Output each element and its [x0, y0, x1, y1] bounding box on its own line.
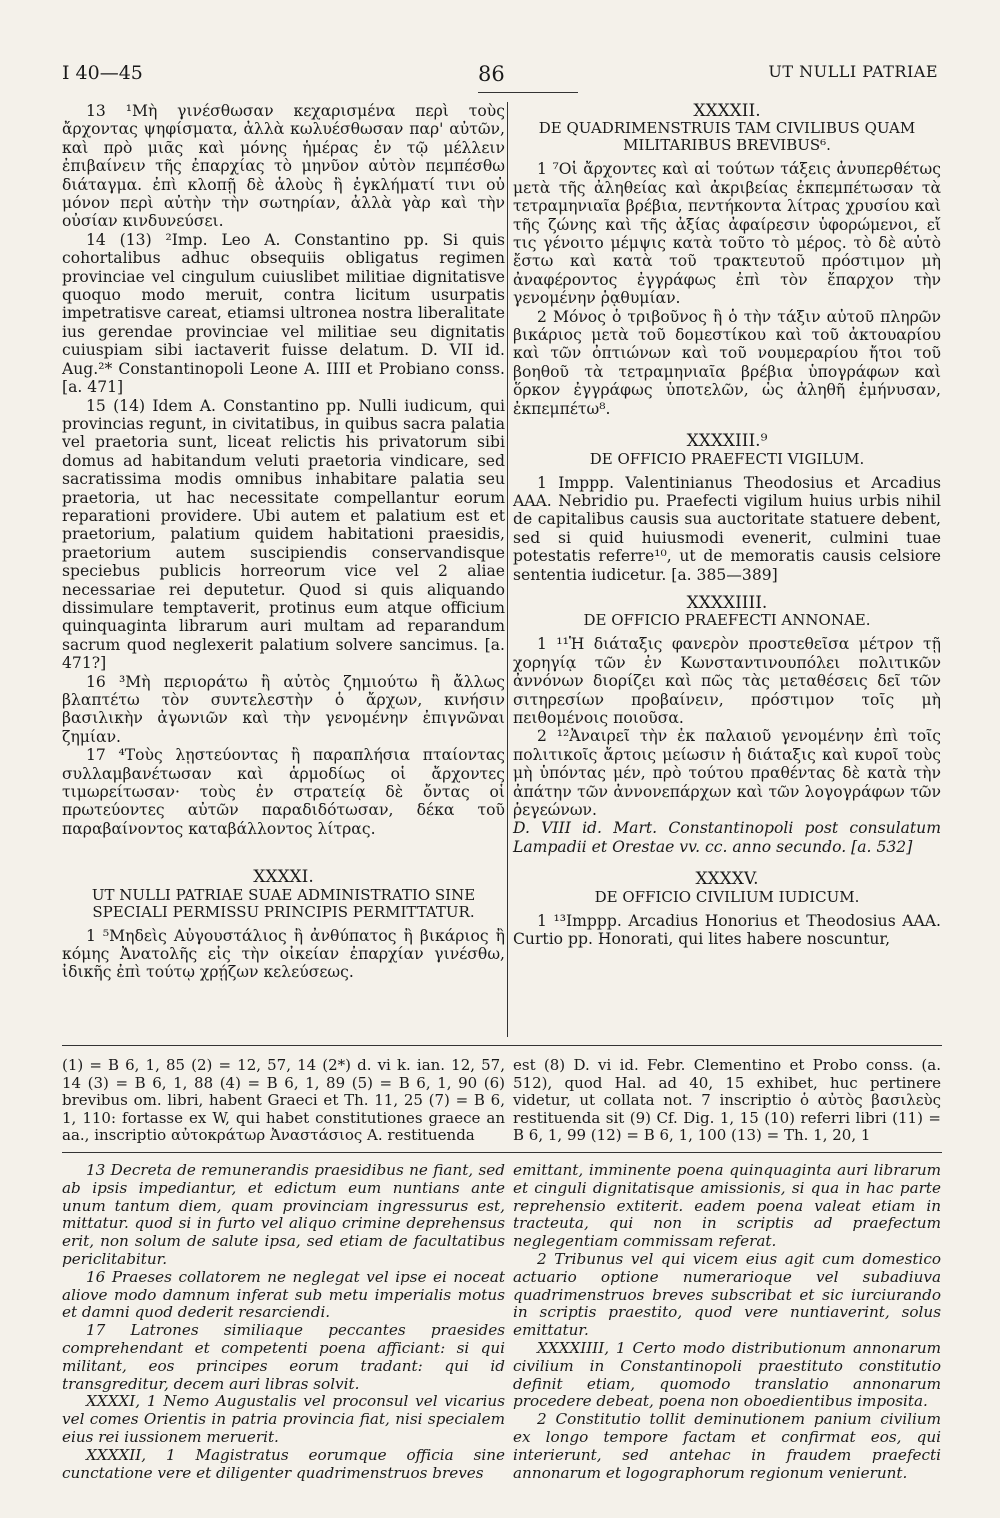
- title-xxxxiiii-number: XXXXIIII.: [686, 592, 768, 613]
- commentary-rule: [62, 1152, 942, 1153]
- commentary-paragraph: XXXXI, 1 Nemo Augustalis vel proconsul vel vicarius vel comes Orientis in patria provincia fiat, nisi specialem eius rei iussionem meruerit.: [62, 1392, 505, 1446]
- right-column: [513, 102, 941, 948]
- paragraph-16: 16 ³Μὴ περιοράτω ἢ αὐτὸς ζημιούτω ἢ ἄλλως βλαπτέτω τὸν συντελεστὴν ὁ ἄρχων, κινήσιν βασιλικὴν ἀγωνιῶν καὶ τὴν γενομένην ἐπιγνῶναι ζημίαν.: [62, 672, 505, 746]
- footnote-rule: [62, 1045, 942, 1046]
- title-xxxxiiii-heading: DE OFFICIO PRAEFECTI ANNONAE.: [583, 611, 871, 630]
- paragraph-15: 15 (14) Idem A. Constantino pp. Nulli iudicum, qui provincias regunt, in civitatibus, in quibus sacra palatia vel praetoria sunt, liceat relictis his privatorum sibi domus ad habitandum veluti praetoria vindicare, sed sacratissima modis omnibus inhabitare palatia seu praetoria, ut hac necessitate compellantur eorum reparationi providere. Ubi autem et palatium est et praetorium, palatium quidem habitationi praesidis, praetorium autem suscipiendis conservandisque speciebus publicis horreorum vice vel 2 aliae necessariae rei deputetur. Quod si quis aliquando dissimulare temptaverit, protinus eum atque officium quinquaginta librarum auri multam ad reparandum sacrum quod neglexerit palatium solvere sancimus. [a. 471?]: [62, 396, 505, 673]
- paragraph-xxxxiiii-date: D. VIII id. Mart. Constantinopoli post consulatum Lampadii et Orestae vv. cc. anno secundo. [a. 532]: [513, 819, 941, 856]
- title-xxxxi-heading: UT NULLI PATRIAE SUAE ADMINISTRATIO SINE SPECIALI PERMISSU PRINCIPIS PERMITTATUR.: [91, 885, 476, 921]
- title-xxxxiii-heading: DE OFFICIO PRAEFECTI VIGILUM.: [589, 449, 865, 468]
- paragraph-xxxxii-2: 2 Μόνος ὁ τριβοῦνος ἢ ὁ τὴν τάξιν αὐτοῦ πληρῶν βικάριος μετὰ τοῦ δομεστίκου καὶ τοῦ ἀκτουαρίου καὶ τῶν ὀπτιώνων καὶ τοῦ νουμεραρίου ἤτοι τοῦ βοηθοῦ τὰ τετραμηνιαῖα βρέβια ὑπογράφων καὶ ὅρκον ἐγγράφως ὑποτελῶν, ὡς ἀληθῆ ἐμήνυσαν, ἐκπεμπέτω⁸.: [513, 307, 941, 418]
- page-number: 86: [478, 62, 505, 86]
- title-xxxxii-heading: DE QUADRIMENSTRUIS TAM CIVILIBUS QUAM MILITARIBUS BREVIBUS⁶.: [538, 119, 916, 155]
- commentary-left: [62, 1162, 505, 1482]
- footnotes-left: (1) = B 6, 1, 85 (2) = 12, 57, 14 (2*) d. vi k. ian. 12, 57, 14 (3) = B 6, 1, 88 (4) = B 6, 1, 89 (5) = B 6, 1, 90 (6) brevibus om. libri, habent Graeci et Th. 11, 25 (7) = B 6, 1, 110: fortasse ex W, qui habet constitutiones graece an aa., inscriptio αὐτοκράτωρ Ἀναστάσιος Α. restituenda: [62, 1056, 505, 1145]
- running-header-right: UT NULLI PATRIAE: [768, 62, 938, 81]
- commentary-paragraph: XXXXIIII, 1 Certo modo distributionum annonarum civilium in Constantinopoli praestituto constitutio definit etiam, quomodo translatio annonarum procedere debeat, poena non oboedientibus imposita.: [513, 1338, 941, 1411]
- commentary-right: [513, 1162, 941, 1482]
- commentary-paragraph: 13 Decreta de remunerandis praesidibus ne fiant, sed ab ipsis impediantur, et edictum eum nuntians ante unum tantum diem, quam provinciam ingressurus est, mittatur. quod si in furto vel aliquo crimine deprehensus erit, non solum de salute ipsa, sed etiam de facultatibus periclitabitur.: [62, 1161, 505, 1268]
- title-xxxxii-number: XXXXII.: [693, 101, 761, 121]
- running-header-left: I 40—45: [62, 62, 143, 84]
- header-rule: [478, 92, 578, 93]
- title-xxxxv-heading: DE OFFICIO CIVILIUM IUDICUM.: [594, 887, 860, 906]
- commentary-paragraph: XXXXII, 1 Magistratus eorumque officia sine cunctatione vere et diligenter quadrimenstruos breves: [62, 1445, 505, 1482]
- paragraph-13: 13 ¹Μὴ γινέσθωσαν κεχαρισμένα περὶ τοὺς ἄρχοντας ψηφίσματα, ἀλλὰ κωλυέσθωσαν παρ' αὐτῶν, καὶ πρὸ μιᾶς καὶ μόνης ἡμέρας ἐν τῷ μέλλειν ἐπιβαίνειν τῆς ἐπαρχίας τὸ μηνῦον αὐτὸν πεμπέσθω διάταγμα. ἐπὶ κλοπῇ δὲ ἁλοὺς ἢ ἐγκλήματί τινι οὐ μόνον περὶ αὐτὴν τὴν σωτηρίαν, ἀλλὰ γὰρ καὶ τὴν οὐσίαν κινδυνεύσει.: [62, 102, 505, 231]
- left-column: [62, 102, 505, 982]
- title-xxxxiii-number: XXXXIII.⁹: [686, 431, 768, 452]
- column-divider: [507, 102, 508, 1037]
- footnotes-right: est (8) D. vi id. Febr. Clementino et Probo conss. (a. 512), quod Hal. ad 40, 15 exhibet, huc pertinere videtur, ut collata not. 7 inscriptio ὁ αὐτὸς βασιλεὺς restituenda sit (9) Cf. Dig. 1, 15 (10) referri libri (11) = B 6, 1, 99 (12) = B 6, 1, 100 (13) = Th. 1, 20, 1: [513, 1056, 941, 1145]
- paragraph-xxxxi-1: 1 ⁵Μηδεὶς Αὐγουστάλιος ἢ ἀνθύπατος ἢ βικάριος ἢ κόμης Ἀνατολῆς εἰς τὴν οἰκείαν ἐπαρχίαν γινέσθω, ἰδικῆς ἐπὶ τούτῳ χρῄζων κελεύσεως.: [62, 926, 505, 982]
- paragraph-xxxxiii-1: 1 Imppp. Valentinianus Theodosius et Arcadius AAA. Nebridio pu. Praefecti vigilum huius urbis nihil de capitalibus causis sua auctoritate statuere debent, sed si quid huiusmodi evenerit, culmini tuae potestatis referre¹⁰, ut de memoratis causis celsiore sententia iudicetur. [a. 385—389]: [513, 473, 941, 584]
- paragraph-xxxxiiii-2: 2 ¹²Ἀναιρεῖ τὴν ἐκ παλαιοῦ γενομένην ἐπὶ τοῖς πολιτικοῖς ἄρτοις μείωσιν ἡ διάταξις καὶ κυροῖ τοὺς μὴ ὑπόντας μέν, πρὸ τούτου πραθέντας δὲ κατὰ τὴν ἀπάτην τῶν ἀννονεπάρχων καὶ τῶν λογογράφων τῶν ῥεγεώνων.: [513, 727, 941, 819]
- commentary-paragraph: 2 Constitutio tollit deminutionem panium civilium ex longo tempore factam et confirmat eos, qui interierunt, sed antehac in fraudem praefecti annonarum et logographorum regionum venierunt.: [513, 1410, 941, 1482]
- commentary-paragraph: 16 Praeses collatorem ne neglegat vel ipse ei noceat aliove modo damnum inferat sub metu imperialis motus et damni quod dederit resarciendi.: [62, 1267, 505, 1322]
- paragraph-xxxxii-1: 1 ⁷Οἱ ἄρχοντες καὶ αἱ τούτων τάξεις ἀνυπερθέτως μετὰ τῆς ἀληθείας καὶ ἀκριβείας ἐκπεμπέτωσαν τὰ τετραμηνιαῖα βρέβια, πεντήκοντα λίτρας χρυσίου καὶ τῆς ζώνης καὶ τῆς ἀξίας ἀφαίρεσιν ὑφορώμενοι, εἴ τις γένοιτο μέμψις κατὰ τοῦτο τὸ μέρος. τὸ δὲ αὐτὸ ἔστω καὶ κατὰ τοῦ τρακτευτοῦ πρόστιμον μὴ ἀναφέροντος ἐγγράφως ἐπὶ τὸν ἔπαρχον τὴν γενομένην ῥᾳθυμίαν.: [513, 160, 941, 308]
- paragraph-17: 17 ⁴Τοὺς λῃστεύοντας ἢ παραπλήσια πταίοντας συλλαμβανέτωσαν καὶ ἁρμοδίως οἱ ἄρχοντες τιμωρείτωσαν· τοὺς ἐν στρατείᾳ δὲ ὄντας οἱ πρωτεύοντες αὐτῶν παραδιδότωσαν, δέκα τοῦ παραβαίνοντος καταβάλλοντος λίτρας.: [62, 746, 505, 838]
- paragraph-xxxxv-1: 1 ¹³Imppp. Arcadius Honorius et Theodosius AAA. Curtio pp. Honorati, qui lites habere noscuntur,: [513, 911, 941, 949]
- paragraph-xxxxiiii-1: 1 ¹¹Ἡ διάταξις φανερὸν προστεθεῖσα μέτρον τῇ χορηγίᾳ τῶν ἐν Κωνσταντινουπόλει πολιτικῶν ἀννόνων διορίζει καὶ πῶς τὰς μεταθέσεις δεῖ τῶν σιτηρεσίων προβαίνειν, πρόστιμον τοῖς μὴ πειθομένοις ποιοῦσα.: [513, 635, 941, 727]
- commentary-paragraph: 2 Tribunus vel qui vicem eius agit cum domestico actuario optione numerarioque vel subadiuva quadrimenstruos breves subscribat et sic iurciurando in scriptis praestito, quod vere nuntiaverint, solus emittatur.: [513, 1249, 941, 1340]
- paragraph-14: 14 (13) ²Imp. Leo A. Constantino pp. Si quis cohortalibus adhuc obsequiis obligatus regimen provinciae vel cingulum cuiuslibet militiae dignitatisve quoquo modo meruit, contra licitum usurpatis impetratisve careat, etiamsi ultronea nostra liberalitate ius gerendae provinciae vel militiae seu dignitatis cuiuspiam sibi iactaverit fuisse delatum. D. VII id. Aug.²* Constantinopoli Leone A. IIII et Probiano conss. [a. 471]: [62, 230, 505, 397]
- commentary-paragraph: 17 Latrones similiaque peccantes praesides comprehendant et competenti poena afficiant: si qui militant, eos principes eorum tradant: qui id transgreditur, decem auri libras solvit.: [62, 1321, 505, 1393]
- title-xxxxv-number: XXXXV.: [695, 869, 759, 890]
- commentary-paragraph: emittant, imminente poena quinquaginta auri librarum et cinguli dignitatisque amissionis, si qua in hac parte reprehensio extiterit. eadem poena valeat etiam in tracteuta, qui non in scriptis ad praefectum neglegentiam commissam referat.: [513, 1161, 941, 1251]
- title-xxxxi-number: XXXXI.: [253, 867, 314, 888]
